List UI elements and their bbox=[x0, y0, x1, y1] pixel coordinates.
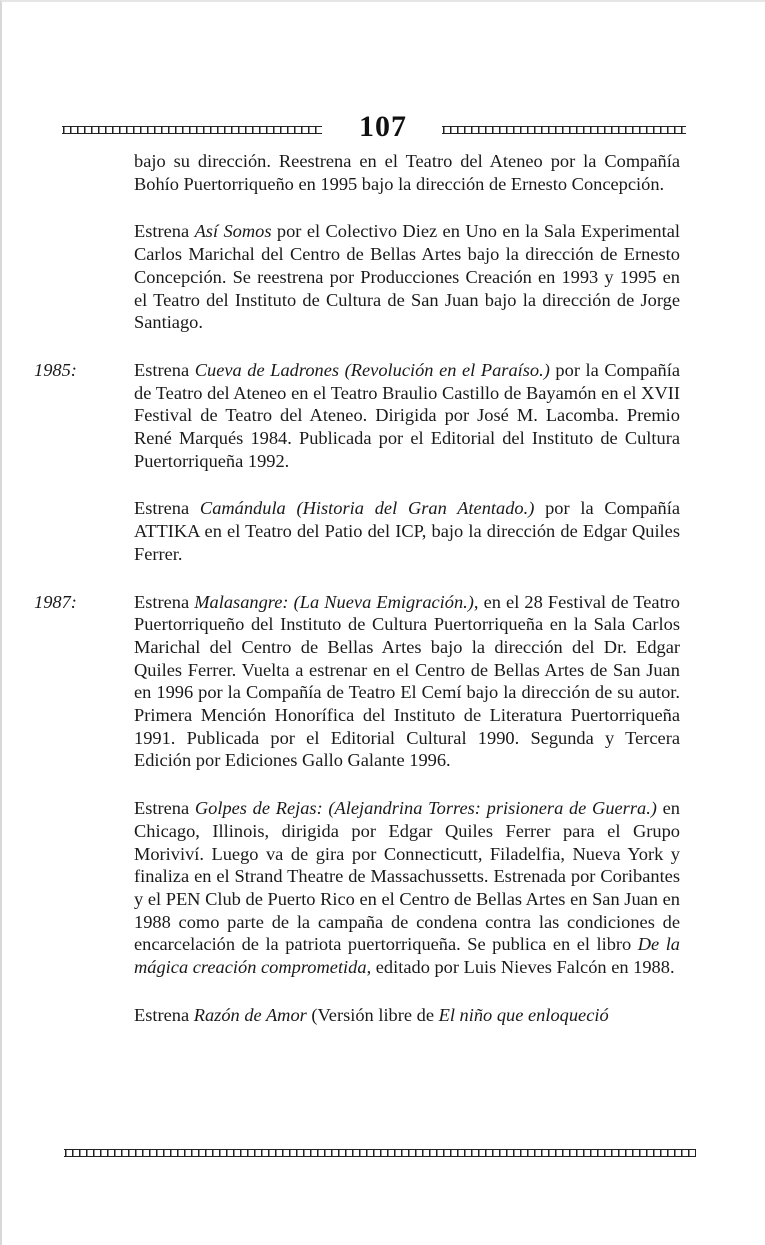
text-run: bajo su dirección. Reestrena en el Teatro del Ateneo por la Compañía Bohío Puertorriqueño en 1995 bajo la dirección de Ernesto Concepción. bbox=[134, 151, 680, 194]
page-header bbox=[62, 110, 686, 144]
text-run: Estrena bbox=[134, 798, 195, 819]
entry-paragraph bbox=[134, 797, 680, 979]
entry-year: 1985: bbox=[34, 359, 77, 380]
text-run: Estrena bbox=[134, 359, 195, 380]
text-run: por la Compañía de Teatro del Ateneo en el Teatro Braulio Castillo de Bayamón en el XVII Festival de Teatro del Ateneo. Dirigida por José M. Lacomba. Premio René Marqués 1984. Publicada por el Editorial del Instituto de Cultura Puertorriqueña 1992. bbox=[134, 359, 680, 471]
page-body bbox=[34, 150, 680, 1052]
text-run: en Chicago, Illinois, dirigida por Edgar Quiles Ferrer para el Grupo Moriviví. Luego va de gira por Connecticutt, Filadelfia, Nueva York y finaliza en el Strand Theatre de Massachussetts. Estrenada por Coribantes y el PEN Club de Puerto Rico en el Centro de Bellas Artes en San Juan en 1988 como parte de la campaña de condena contra las condiciones de encarcelación de la patriota puertorriqueña. Se publica en el libro bbox=[134, 798, 680, 955]
entry-paragraph bbox=[134, 220, 680, 334]
entry-paragraph bbox=[134, 150, 680, 195]
chain-ornament-left bbox=[62, 126, 322, 134]
entry-paragraph bbox=[134, 1004, 680, 1027]
italic-title: El niño que enloqueció bbox=[438, 1004, 609, 1025]
italic-title: De la mágica creación comprometida bbox=[134, 934, 680, 978]
text-run: por la Compañía ATTIKA en el Teatro del Patio del ICP, bajo la dirección de Edgar Quiles Ferrer. bbox=[134, 498, 680, 564]
italic-title: Malasangre: (La Nueva Emigración.) bbox=[194, 591, 474, 612]
italic-title: Golpes de Rejas: (Alejandrina Torres: prisionera de Guerra.) bbox=[194, 798, 657, 819]
entry-year: 1987: bbox=[34, 591, 77, 612]
italic-title: Camándula (Historia del Gran Atentado.) bbox=[199, 498, 535, 519]
italic-title: Cueva de Ladrones (Revolución en el Paraíso.) bbox=[194, 359, 550, 380]
text-run: por el Colectivo Diez en Uno en la Sala Experimental Carlos Marichal del Centro de Bellas Artes bajo la dirección de Ernesto Concepción. Se reestrena por Producciones Creación en 1993 y 1995 en el Teatro del Instituto de Cultura de San Juan bajo la dirección de Jorge Santiago. bbox=[134, 221, 680, 333]
text-run: Estrena bbox=[134, 498, 200, 519]
text-run: Estrena bbox=[134, 1004, 194, 1025]
entry-paragraph bbox=[134, 497, 680, 565]
chain-ornament-footer bbox=[64, 1149, 696, 1157]
chain-ornament-right bbox=[442, 126, 686, 134]
text-run: (Versión libre de bbox=[306, 1004, 439, 1025]
text-run: , editado por Luis Nieves Falcón en 1988. bbox=[366, 957, 675, 978]
text-run: , en el 28 Festival de Teatro Puertorriqueño del Instituto de Cultura Puertorriqueña en la Sala Carlos Marichal del Centro de Bellas Artes bajo la dirección del Dr. Edgar Quiles Ferrer. Vuelta a estrenar en el Centro de Bellas Artes de San Juan en 1996 por la Compañía de Teatro El Cemí bajo la dirección de su autor. Primera Mención Honorífica del Instituto de Literatura Puertorriqueña 1991. Publicada por el Editorial Cultural 1990. Segunda y Tercera Edición por Ediciones Gallo Galante 1996. bbox=[134, 591, 680, 771]
italic-title: Razón de Amor bbox=[193, 1004, 307, 1025]
text-run: Estrena bbox=[134, 221, 195, 242]
text-run: Estrena bbox=[134, 591, 195, 612]
page-number: 107 bbox=[359, 110, 407, 143]
entry-paragraph bbox=[34, 591, 680, 773]
italic-title: Así Somos bbox=[194, 221, 272, 242]
entry-paragraph bbox=[34, 359, 680, 473]
